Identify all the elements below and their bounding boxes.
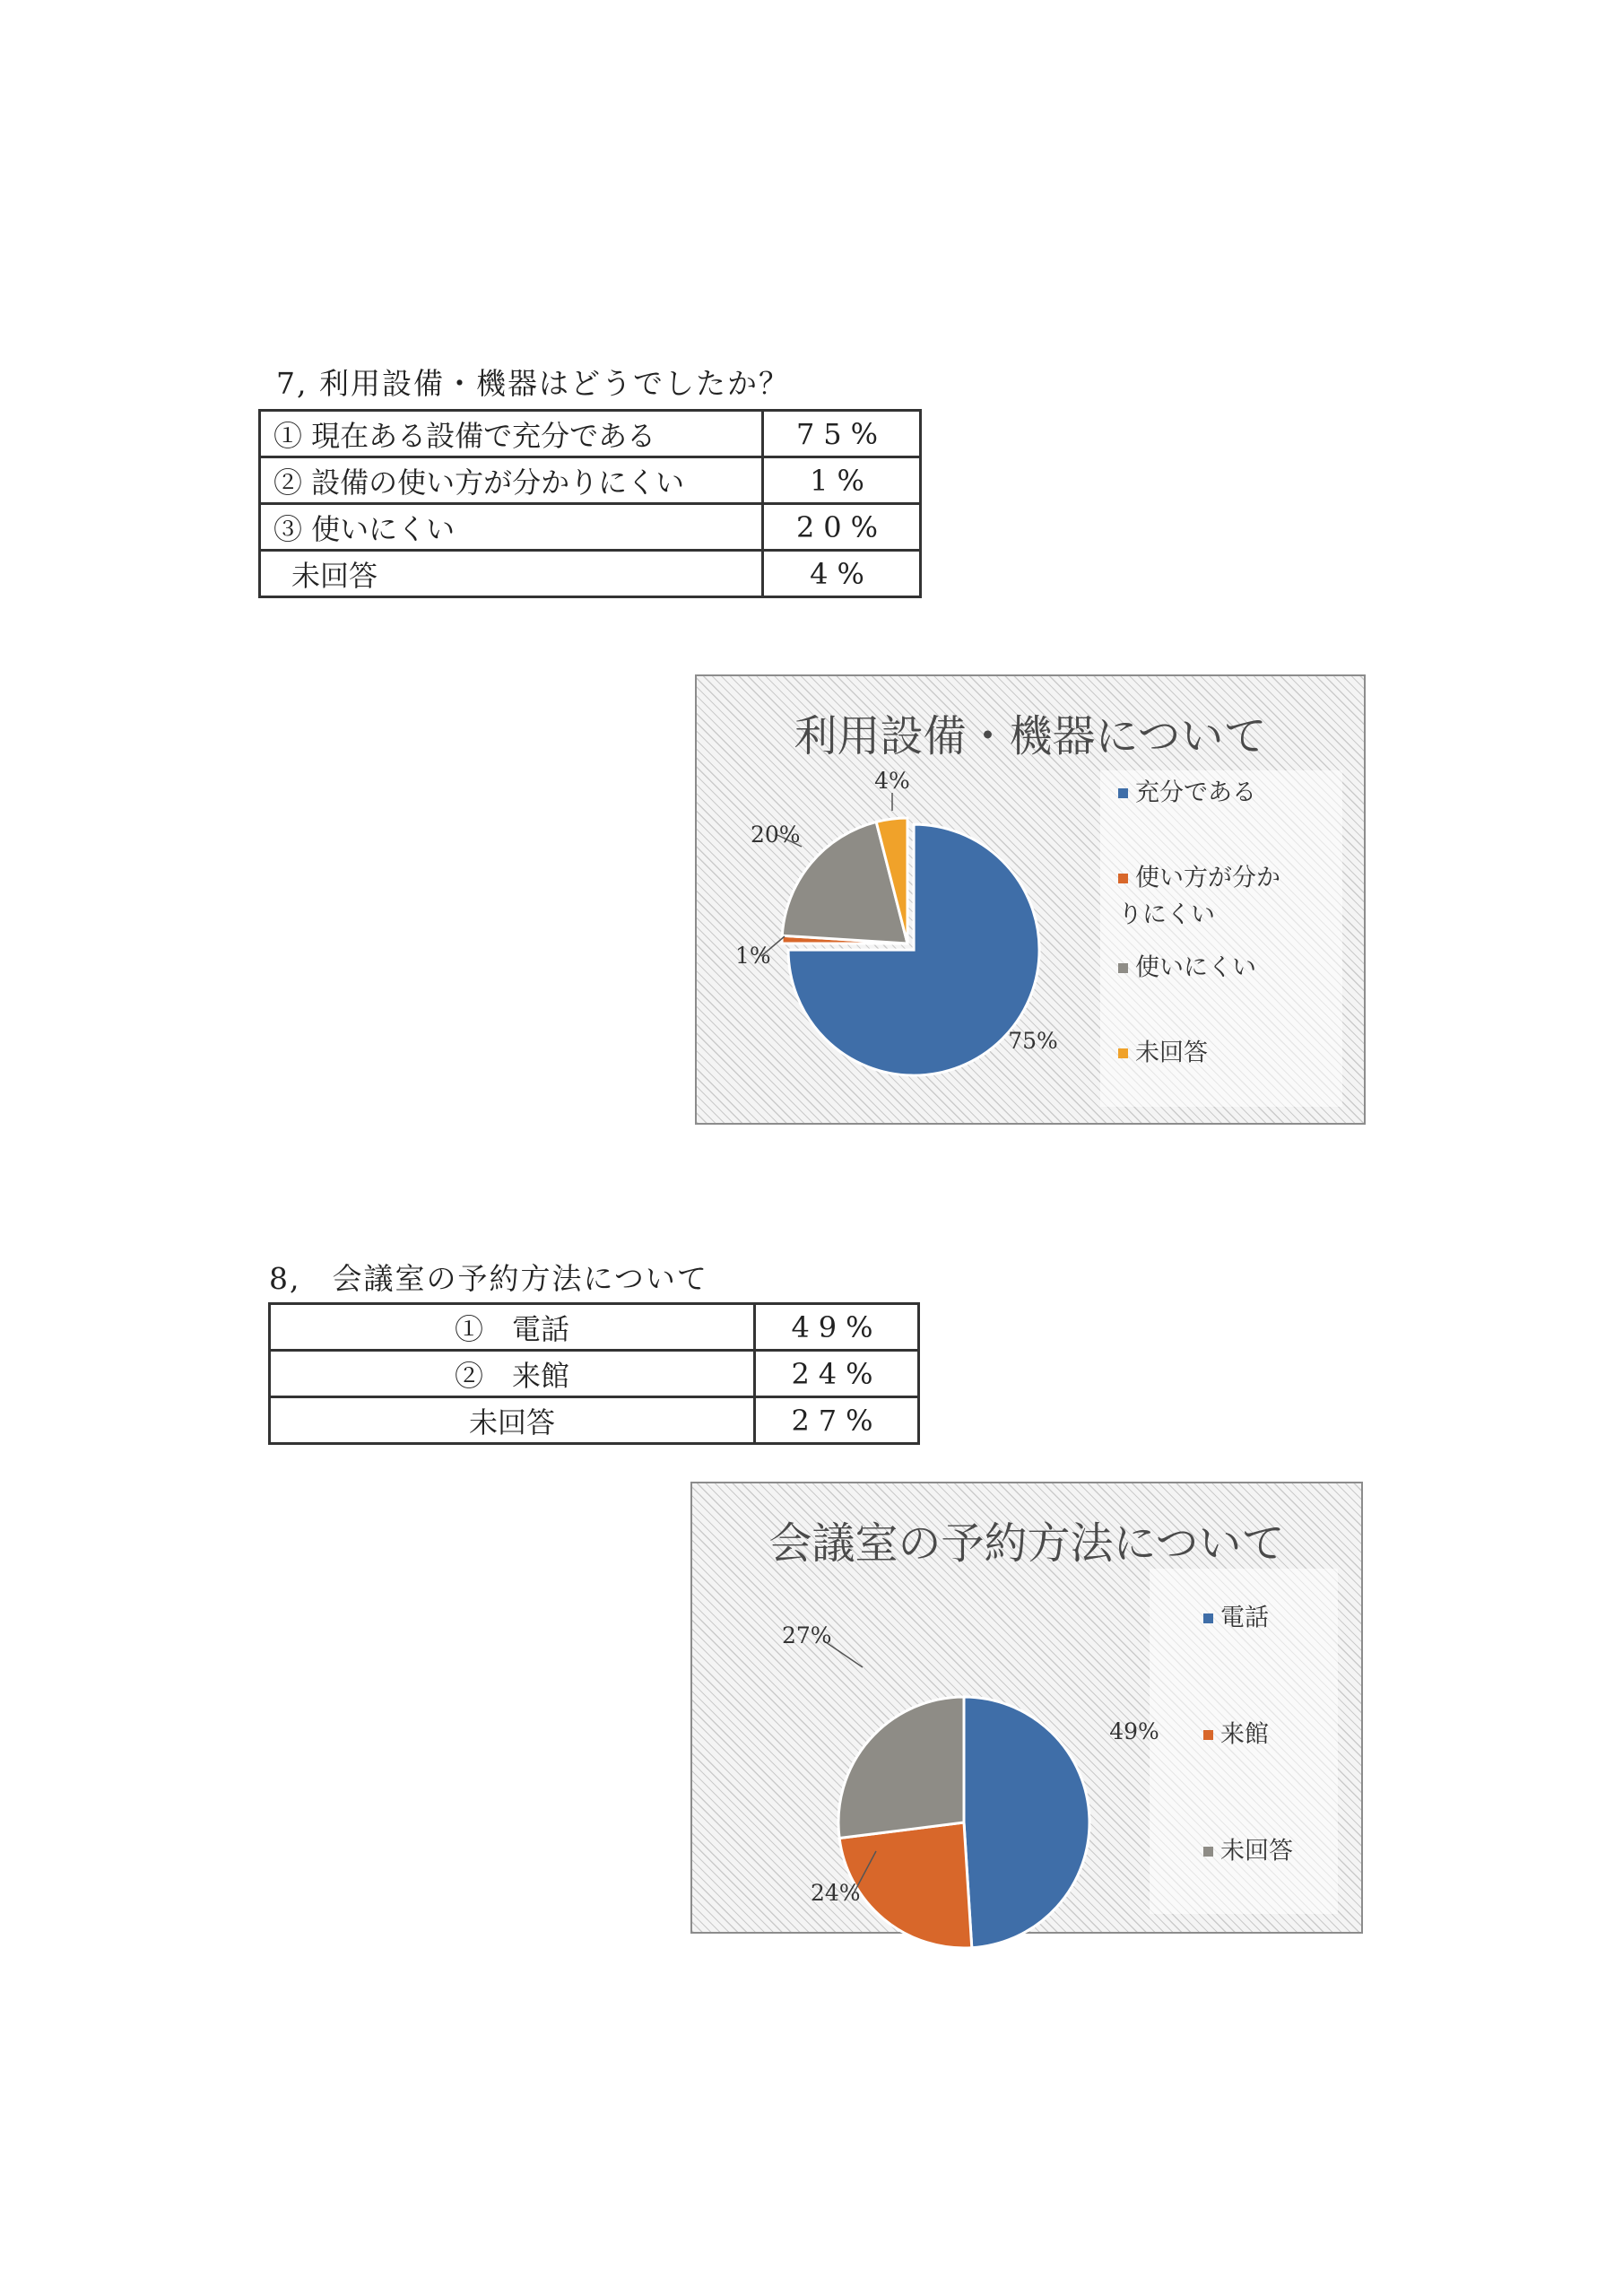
table-row <box>260 551 921 597</box>
table-cell-value: 75% <box>763 411 921 457</box>
table-cell-label: 未回答 <box>260 551 763 597</box>
legend-label: 来館 <box>1220 1720 1269 1749</box>
q7-table <box>258 409 922 598</box>
table-cell-value: 4% <box>763 551 921 597</box>
chart-equipment <box>695 674 1366 1125</box>
legend-swatch <box>1118 874 1128 883</box>
q8-title: 8, 会議室の予約方法について <box>269 1261 708 1296</box>
legend-item <box>1203 1717 1269 1753</box>
legend-item <box>1118 775 1256 812</box>
chart-title: 会議室の予約方法について <box>768 1518 1285 1569</box>
legend-swatch <box>1118 788 1128 798</box>
table-cell-value: 20% <box>763 504 921 551</box>
chart-reservation <box>690 1482 1363 1934</box>
table-cell-label: 未回答 <box>270 1397 755 1444</box>
table-row <box>270 1351 919 1397</box>
legend-item <box>1203 1600 1269 1637</box>
q7-title: 7, 利用設備・機器はどうでしたか？ <box>276 366 790 401</box>
data-label: 27% <box>782 1622 832 1648</box>
data-label: 1% <box>735 943 771 969</box>
q8-table <box>268 1302 920 1445</box>
legend-label: 使いにくい <box>1135 953 1256 982</box>
legend-item <box>1118 1035 1208 1072</box>
legend-swatch <box>1118 963 1128 973</box>
pie-slice-電話 <box>964 1697 1089 1948</box>
legend-label: 電話 <box>1220 1604 1269 1632</box>
table-cell-label: ② 設備の使い方が分かりにくい <box>260 457 763 504</box>
table-row <box>270 1304 919 1351</box>
legend-item <box>1118 950 1256 987</box>
data-label: 4% <box>874 768 910 794</box>
data-label: 20% <box>751 822 801 848</box>
table-row <box>260 457 921 504</box>
data-label: 24% <box>811 1880 861 1906</box>
legend-label: 充分である <box>1135 778 1256 807</box>
legend-swatch <box>1203 1730 1213 1740</box>
table-cell-value: 49% <box>755 1304 919 1351</box>
table-row <box>260 411 921 457</box>
table-cell-value: 24% <box>755 1351 919 1397</box>
table-row <box>260 504 921 551</box>
table-cell-value: 27% <box>755 1397 919 1444</box>
pie-slice-未回答 <box>838 1697 964 1839</box>
legend-item <box>1203 1833 1293 1870</box>
legend-label: 未回答 <box>1135 1039 1208 1067</box>
legend-item <box>1118 860 1298 933</box>
table-cell-label: ① 現在ある設備で充分である <box>260 411 763 457</box>
legend-swatch <box>1118 1048 1128 1058</box>
table-cell-label: ③ 使いにくい <box>260 504 763 551</box>
legend-swatch <box>1203 1613 1213 1623</box>
data-label: 49% <box>1109 1718 1159 1744</box>
legend-label: 未回答 <box>1220 1837 1293 1866</box>
chart-title: 利用設備・機器について <box>794 711 1267 761</box>
table-cell-label: ① 電話 <box>270 1304 755 1351</box>
table-cell-value: 1% <box>763 457 921 504</box>
table-row <box>270 1397 919 1444</box>
table-cell-label: ② 来館 <box>270 1351 755 1397</box>
legend-label: 使い方が分かりにくい <box>1118 864 1280 928</box>
data-label: 75% <box>1008 1028 1058 1054</box>
legend-swatch <box>1203 1847 1213 1857</box>
